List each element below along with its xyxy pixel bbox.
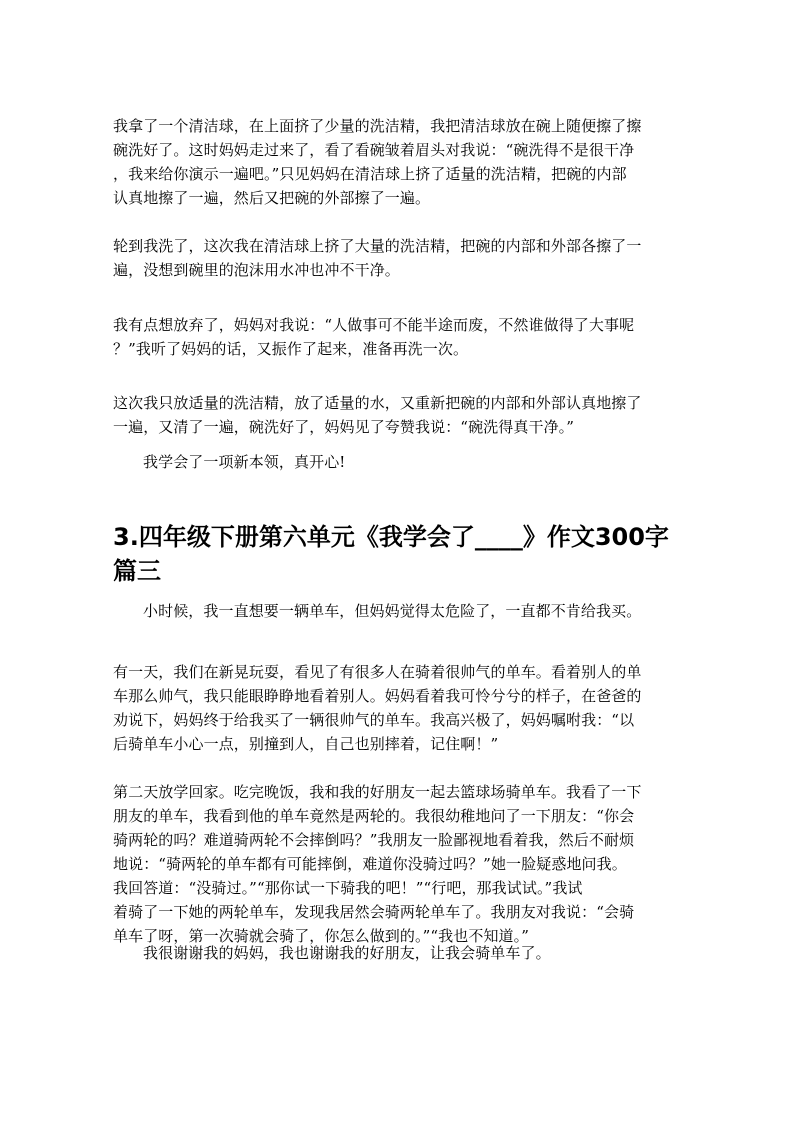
text-line: 认真地擦了一遍，然后又把碗的外部擦了一遍。 <box>113 189 431 207</box>
section-heading <box>113 520 693 588</box>
text-line: 碗洗好了。这时妈妈走过来了，看了看碗皱着眉头对我说：“碗洗得不是很干净 <box>113 141 635 159</box>
paragraph-success <box>113 391 683 439</box>
text-line: 一遍，又清了一遍，碗洗好了，妈妈见了夸赞我说：“碗洗得真干净。” <box>113 418 575 436</box>
paragraph-buying-bike <box>113 660 683 756</box>
text-line: 我有点想放弃了，妈妈对我说：“人做事可不能半途而废，不然谁做得了大事呢 <box>113 316 635 334</box>
text-line: 劝说下，妈妈终于给我买了一辆很帅气的单车。我高兴极了，妈妈嘱咐我：“以 <box>113 711 635 729</box>
text-line: 地说：“骑两轮的单车都有可能摔倒，难道你没骑过吗？”她一脸疑惑地问我。 <box>113 855 627 873</box>
paragraph-give-up <box>113 313 683 361</box>
paragraph-conclusion-one <box>143 450 683 474</box>
text-line: 小时候，我一直想要一辆单车，但妈妈觉得太危险了，一直都不肯给我买。 <box>143 602 642 620</box>
text-line: 单车了呀，第一次骑就会骑了，你怎么做到的。”“我也不知道。” <box>113 927 530 945</box>
text-line: 有一天，我们在新晃玩耍，看见了有很多人在骑着很帅气的单车。看着别人的单 <box>113 663 642 681</box>
paragraph-wash-attempt-one <box>113 114 683 210</box>
text-line: 这次我只放适量的洗洁精，放了适量的水，又重新把碗的内部和外部认真地擦了 <box>113 394 642 412</box>
paragraph-learning-to-ride <box>113 780 683 948</box>
text-line: 朋友的单车，我看到他的单车竟然是两轮的。我很幼稚地问了一下朋友：“你会 <box>113 807 635 825</box>
text-line: 第二天放学回家。吃完晚饭，我和我的好朋友一起去篮球场骑单车。我看了一下 <box>113 783 642 801</box>
text-line: 车那么帅气，我只能眼睁睁地看着别人。妈妈看着我可怜兮兮的样子，在爸爸的 <box>113 687 642 705</box>
text-line: 我学会了一项新本领，真开心! <box>143 453 346 471</box>
text-line: 轮到我洗了，这次我在清洁球上挤了大量的洗洁精，把碗的内部和外部各擦了一 <box>113 237 642 255</box>
paragraph-my-turn <box>113 234 683 282</box>
paragraph-intro <box>143 599 683 623</box>
heading-line: 篇三 <box>113 557 161 585</box>
text-line: 遍，没想到碗里的泡沫用水冲也冲不干净。 <box>113 261 400 279</box>
paragraph-conclusion-two <box>143 941 683 965</box>
text-line: 着骑了一下她的两轮单车，发现我居然会骑两轮单车了。我朋友对我说：“会骑 <box>113 903 635 921</box>
text-line: 后骑单车小心一点，别撞到人，自己也别摔着，记住啊！” <box>113 735 499 753</box>
text-line: 我回答道：“没骑过。”“那你试一下骑我的吧！”“行吧，那我试试。”我试 <box>113 879 583 897</box>
text-line: ？”我听了妈妈的话，又振作了起来，准备再洗一次。 <box>113 340 469 358</box>
text-line: 我很谢谢我的妈妈，我也谢谢我的好朋友，让我会骑单车了。 <box>143 944 551 962</box>
text-line: ，我来给你演示一遍吧。”只见妈妈在清洁球上挤了适量的洗洁精，把碗的内部 <box>113 165 627 183</box>
text-line: 骑两轮的吗？难道骑两轮不会摔倒吗？”我朋友一脸鄙视地看着我，然后不耐烦 <box>113 831 635 849</box>
text-line: 我拿了一个清洁球，在上面挤了少量的洗洁精，我把清洁球放在碗上随便擦了擦 <box>113 117 642 135</box>
heading-line: 3.四年级下册第六单元《我学会了____》作文300字 <box>113 523 669 551</box>
